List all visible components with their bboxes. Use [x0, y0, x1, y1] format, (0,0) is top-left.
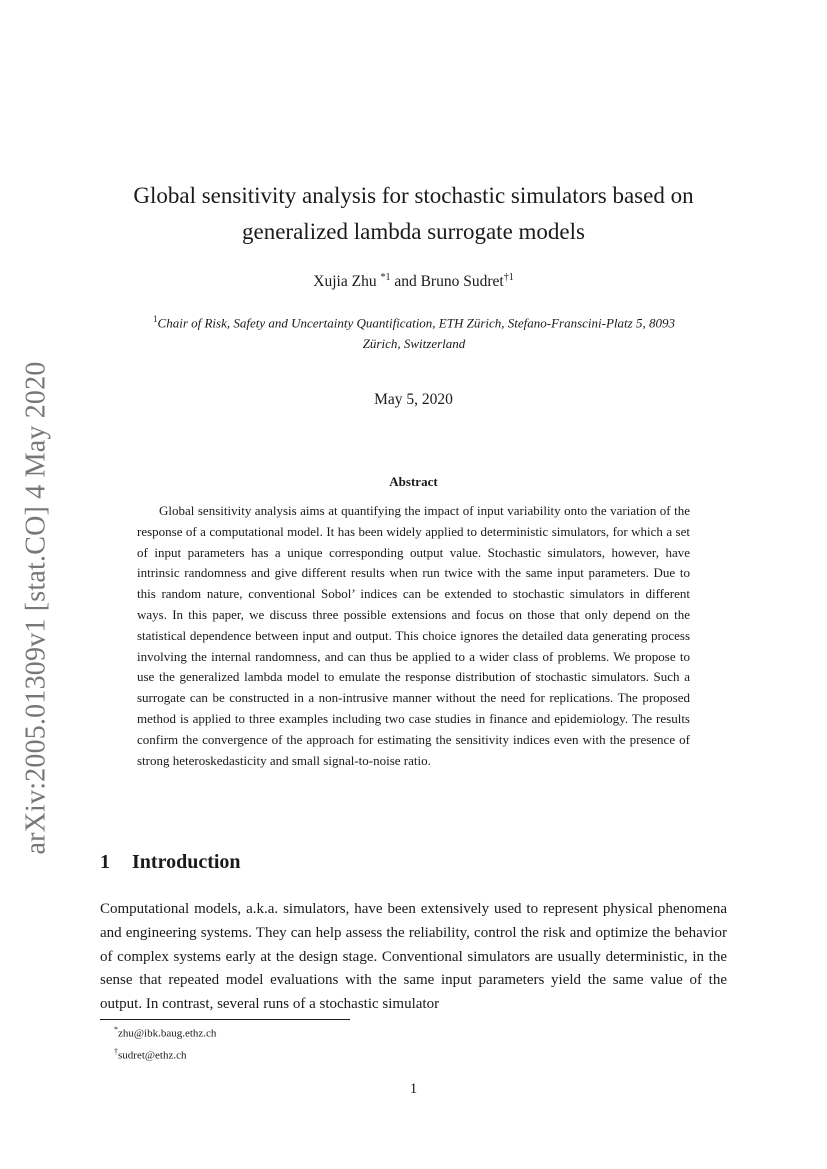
arxiv-identifier-text: arXiv:2005.01309v1 [stat.CO] 4 May 2020 — [21, 361, 52, 855]
author-connector: and — [390, 273, 421, 291]
affiliation — [104, 309, 724, 354]
affiliation-line-1: Chair of Risk, Safety and Uncertainty Quantification, ETH Zürich, Stefano-Franscini-Platz 5, 8093 — [157, 315, 675, 331]
section-heading — [100, 848, 241, 876]
publication-date: May 5, 2020 — [374, 391, 453, 408]
author-2-marks: †1 — [503, 272, 514, 283]
paper-title-line-2: generalized lambda surrogate models — [242, 219, 585, 244]
author-1-name: Xujia Zhu — [313, 273, 381, 291]
author-list — [100, 267, 727, 293]
author-1-marks: *1 — [380, 272, 391, 283]
footnote-email: zhu@ibk.baug.ethz.ch — [118, 1027, 217, 1040]
section-number: 1 — [100, 851, 110, 873]
footnotes — [114, 1021, 216, 1064]
affiliation-line-2: Zürich, Switzerland — [362, 336, 466, 352]
footnote-divider — [100, 1019, 350, 1020]
affiliation-mark: 1 — [153, 314, 158, 324]
footnote-item — [114, 1043, 216, 1065]
arxiv-identifier-stamp — [12, 358, 62, 858]
paper-title — [100, 178, 727, 250]
section-title: Introduction — [132, 851, 241, 873]
abstract-text: Global sensitivity analysis aims at quantifying the impact of input variability onto the variation of the response of a computational model. It has been widely applied to deterministic simulators, for which a set of input parameters has a unique corresponding output value. Stochastic simulators, however, have intrinsic randomness and give different results when run twice with the same input parameters. Due to this random nature, conventional Sobol’ indices can be extended to stochastic simulators in different ways. In this paper, we discuss three possible extensions and focus on those that only depend on the statistical dependence between input and output. This choice ignores the detailed data generating process involving the internal randomness, and can thus be applied to a wider class of problems. We propose to use the generalized lambda model to emulate the response distribution of stochastic simulators. Such a surrogate can be constructed in a non-intrusive manner without the need for replications. The proposed method is applied to three examples including two case studies in finance and epidemiology. The results confirm the convergence of the approach for estimating the sensitivity indices even with the presence of strong heteroskedasticity and small signal-to-noise ratio. — [137, 503, 690, 768]
footnote-mark: † — [114, 1046, 118, 1056]
footnote-item — [114, 1021, 216, 1043]
paper-title-line-1: Global sensitivity analysis for stochastic simulators based on — [133, 183, 694, 208]
introduction-paragraph: Computational models, a.k.a. simulators, have been extensively used to represent physical phenomena and engineering systems. They can help assess the reliability, control the risk and optimize the behavior of complex systems early at the design stage. Conventional simulators are usually deterministic, in the sense that repeated model evaluations with the same input parameters yield the same value of the output. In contrast, several runs of a stochastic simulator — [100, 901, 727, 1013]
footnote-mark: * — [114, 1025, 118, 1034]
page-number: 1 — [409, 1081, 418, 1097]
author-2-name: Bruno Sudret — [420, 273, 504, 291]
abstract-heading: Abstract — [389, 474, 438, 489]
footnote-email: sudret@ethz.ch — [118, 1049, 187, 1062]
